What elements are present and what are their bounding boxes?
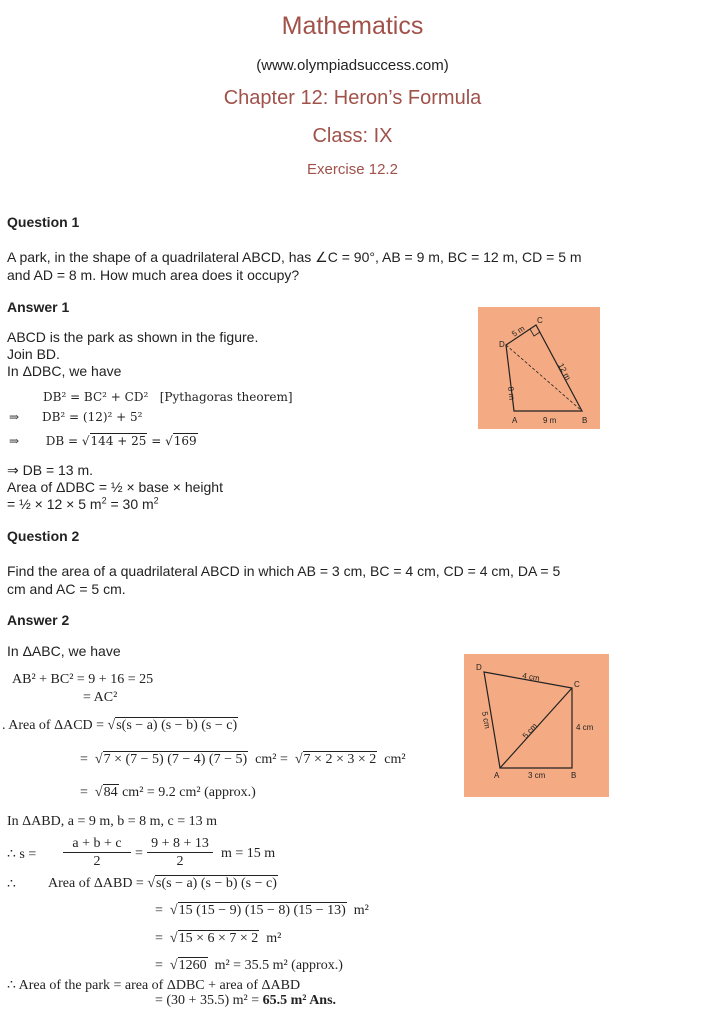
answer-2-line1: In ΔABC, we have — [7, 643, 121, 659]
a2-eq10: = √1260 m² = 35.5 m² (approx.) — [155, 958, 343, 973]
side-da-label-2: 5 cm — [480, 710, 492, 730]
a2-eq3: = √7 × (7 − 5) (7 − 4) (7 − 5) cm² = √7 × 2 × 3 × 2 cm² — [80, 752, 406, 767]
answer-2-heading: Answer 2 — [7, 612, 70, 628]
a2-eq12: = (30 + 35.5) m² = 65.5 m² Ans. — [155, 993, 337, 1008]
exercise-label: Exercise 12.2 — [307, 161, 398, 178]
a2-eq2: . Area of ΔACD = √s(s − a) (s − b) (s − c) — [2, 718, 238, 733]
quadrilateral-abcd — [506, 325, 582, 411]
side-ab-label-2: 3 cm — [528, 771, 546, 780]
a2-eq5: In ΔABD, a = 9 m, b = 8 m, c = 13 m — [7, 814, 218, 829]
answer-1-line1: ABCD is the park as shown in the figure. — [7, 329, 259, 345]
a2-eq8: = √15 (15 − 9) (15 − 8) (15 − 13) m² — [155, 903, 369, 918]
quadrilateral-abcd-2 — [484, 672, 572, 768]
vertex-b-label: B — [582, 416, 588, 425]
side-ac-label: 5 cm — [520, 721, 540, 741]
a1-eq1: DB² = BC² + CD² [Pythagoras theorem] — [43, 390, 293, 404]
figure-2-diagram — [464, 654, 609, 797]
answer-1-line3: In ΔDBC, we have — [7, 363, 122, 379]
a2-eq6: ∴ s = a + b + c 2 = 9 + 8 + 13 2 m = 15 m — [7, 836, 276, 869]
question-1-text-line1: A park, in the shape of a quadrilateral ABCD, has ∠C = 90°, AB = 9 m, BC = 12 m, CD = 5 m — [7, 249, 582, 265]
a2-eq7: ∴ — [7, 877, 16, 892]
answer-1-heading: Answer 1 — [7, 299, 70, 315]
vertex-c-label: C — [537, 316, 543, 325]
question-2-text-line1: Find the area of a quadrilateral ABCD in which AB = 3 cm, BC = 4 cm, CD = 4 cm, DA = 5 — [7, 563, 561, 579]
vertex-b-label-2: B — [571, 771, 577, 780]
figure-1-diagram — [478, 307, 600, 429]
a2-eq11: ∴ Area of the park = area of ΔDBC + area of ΔABD — [7, 978, 301, 993]
vertex-c-label-2: C — [574, 680, 580, 689]
answer-1-line2: Join BD. — [7, 346, 60, 362]
a2-eq1: AB² + BC² = 9 + 16 = 25 — [12, 672, 154, 687]
vertex-a-label: A — [512, 416, 518, 425]
question-1-heading: Question 1 — [7, 214, 80, 230]
side-bc-label: 12 m — [556, 361, 573, 382]
answer-1-line4: ⇒ DB = 13 m. — [7, 462, 94, 478]
class-label: Class: IX — [312, 125, 393, 147]
chapter-title: Chapter 12: Heron’s Formula — [223, 87, 482, 109]
figure-quadrilateral-abcd-cm — [464, 654, 609, 797]
side-cb-label: 4 cm — [576, 723, 594, 732]
side-cd-label: 5 m — [510, 323, 527, 339]
question-2-text-line2: cm and AC = 5 cm. — [7, 581, 126, 597]
side-ab-label: 9 m — [543, 416, 557, 425]
a2-eq7-main: Area of ΔABD = √s(s − a) (s − b) (s − c) — [48, 876, 277, 891]
side-dc-label: 4 cm — [521, 671, 541, 683]
answer-1-line5: Area of ΔDBC = ½ × base × height — [7, 479, 223, 495]
site-url: (www.olympiadsuccess.com) — [256, 57, 449, 74]
vertex-d-label: D — [499, 340, 505, 349]
figure-park-abcd — [478, 307, 600, 429]
question-2-heading: Question 2 — [7, 528, 80, 544]
a2-eq1b: = AC² — [83, 690, 118, 705]
a1-eq2: ⇒ DB² = (12)² + 5² — [9, 410, 143, 424]
page-title: Mathematics — [281, 12, 424, 40]
a2-eq4: = √84 cm² = 9.2 cm² (approx.) — [80, 785, 256, 800]
a1-eq3: ⇒ DB = √144 + 25 = √169 — [9, 434, 197, 448]
side-da-label: 8 m — [506, 386, 517, 401]
a2-eq9: = √15 × 6 × 7 × 2 m² — [155, 931, 282, 946]
vertex-a-label-2: A — [494, 771, 500, 780]
answer-1-line6: = ½ × 12 × 5 $m^2 = 30$ $m^2$ — [7, 495, 159, 512]
question-1-text-line2: and AD = 8 m. How much area does it occupy? — [7, 267, 300, 283]
vertex-d-label-2: D — [476, 663, 482, 672]
